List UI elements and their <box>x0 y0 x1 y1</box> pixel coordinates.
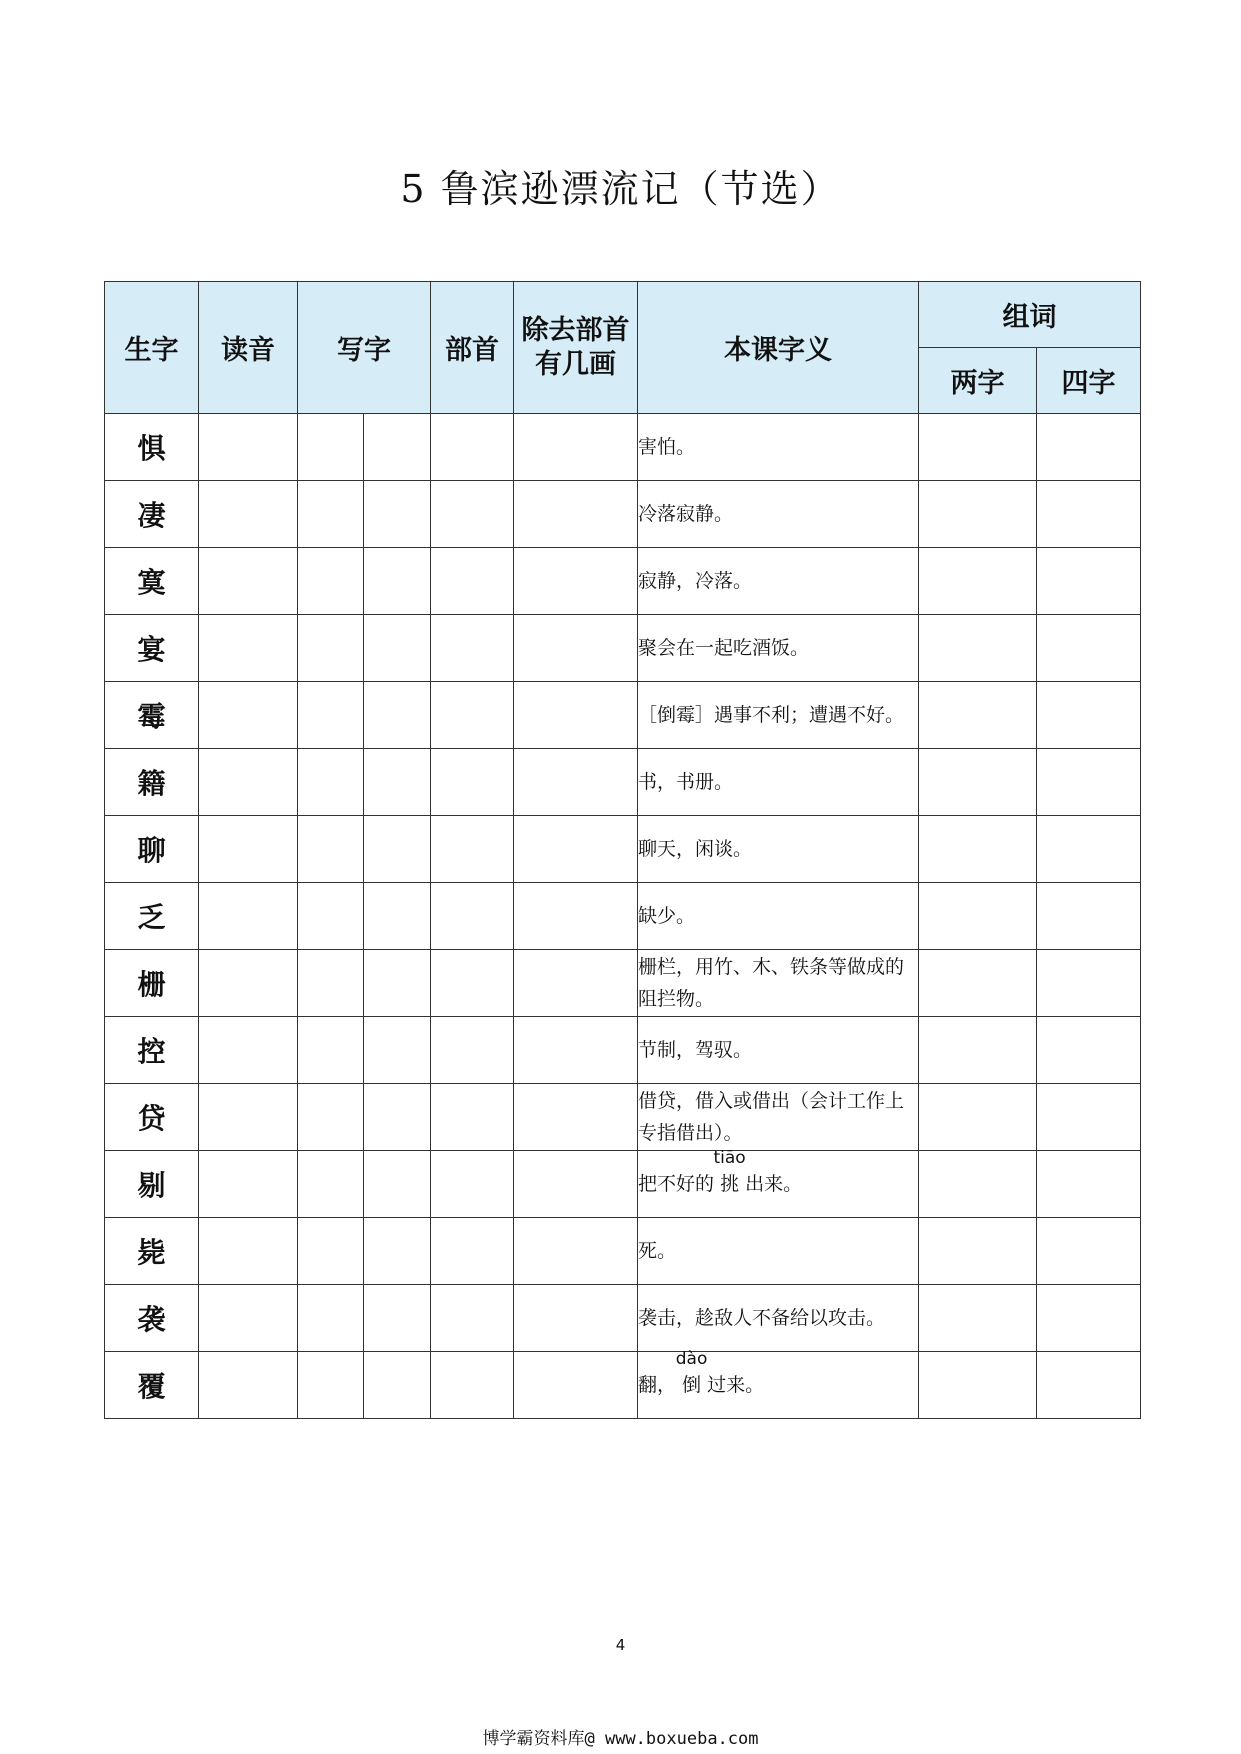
page-title: 5 鲁滨逊漂流记（节选） <box>400 167 841 211</box>
two-char-word-cell[interactable] <box>919 1151 1037 1218</box>
table-row <box>105 1352 1141 1419</box>
four-char-word-cell[interactable] <box>1037 548 1141 615</box>
writing-cell[interactable] <box>364 682 431 749</box>
strokes-cell[interactable] <box>514 1218 638 1285</box>
four-char-word-cell[interactable] <box>1037 1218 1141 1285</box>
char-cell: 霉 <box>105 682 199 749</box>
radical-cell[interactable] <box>431 414 514 481</box>
writing-cell[interactable] <box>298 1084 364 1151</box>
radical-cell[interactable] <box>431 1017 514 1084</box>
reading-cell[interactable] <box>199 1218 298 1285</box>
two-char-word-cell[interactable] <box>919 1218 1037 1285</box>
meaning-cell: 冷落寂静。 <box>638 481 919 548</box>
table-row <box>105 816 1141 883</box>
strokes-cell[interactable] <box>514 816 638 883</box>
four-char-word-cell[interactable] <box>1037 883 1141 950</box>
table-row <box>105 1218 1141 1285</box>
strokes-cell[interactable] <box>514 1084 638 1151</box>
strokes-cell[interactable] <box>514 682 638 749</box>
four-char-word-cell[interactable] <box>1037 1352 1141 1419</box>
header-four-char: 四字 <box>1037 348 1141 414</box>
four-char-word-cell[interactable] <box>1037 414 1141 481</box>
header-strokes <box>514 282 638 414</box>
strokes-cell[interactable] <box>514 615 638 682</box>
meaning-cell <box>638 1349 919 1419</box>
radical-cell[interactable] <box>431 682 514 749</box>
meaning-cell: 寂静，冷落。 <box>638 548 919 615</box>
radical-cell[interactable] <box>431 481 514 548</box>
table-row <box>105 1285 1141 1352</box>
reading-cell[interactable] <box>199 816 298 883</box>
four-char-word-cell[interactable] <box>1037 615 1141 682</box>
two-char-word-cell[interactable] <box>919 682 1037 749</box>
meaning-cell: 聊天，闲谈。 <box>638 816 919 883</box>
meaning-cell: 害怕。 <box>638 414 919 481</box>
radical-cell[interactable] <box>431 1285 514 1352</box>
two-char-word-cell[interactable] <box>919 1017 1037 1084</box>
header-reading: 读音 <box>199 282 298 414</box>
vocabulary-table <box>104 281 1141 1419</box>
header-two-char: 两字 <box>919 348 1037 414</box>
pinyin-annotation: dào <box>675 1349 708 1369</box>
header-char: 生字 <box>105 282 199 414</box>
writing-cell[interactable] <box>298 1017 364 1084</box>
char-cell: 贷 <box>105 1084 199 1151</box>
annotated-char-text: 倒 <box>682 1374 702 1396</box>
reading-cell[interactable] <box>199 749 298 816</box>
writing-cell[interactable] <box>364 481 431 548</box>
writing-cell[interactable] <box>364 883 431 950</box>
four-char-word-cell[interactable] <box>1037 816 1141 883</box>
writing-cell[interactable] <box>364 749 431 816</box>
four-char-word-cell[interactable] <box>1037 481 1141 548</box>
char-cell: 乏 <box>105 883 199 950</box>
writing-cell[interactable] <box>364 1218 431 1285</box>
char-cell: 惧 <box>105 414 199 481</box>
two-char-word-cell[interactable] <box>919 1084 1037 1151</box>
annotated-char-text: 挑 <box>720 1173 740 1195</box>
page-number: 4 <box>615 1636 626 1654</box>
writing-cell[interactable] <box>298 1218 364 1285</box>
meaning-cell: 书，书册。 <box>638 749 919 816</box>
meaning-cell: 袭击，趁敌人不备给以攻击。 <box>638 1285 919 1352</box>
reading-cell[interactable] <box>199 1151 298 1218</box>
table-row <box>105 1084 1141 1151</box>
four-char-word-cell[interactable] <box>1037 950 1141 1017</box>
writing-cell[interactable] <box>364 1352 431 1419</box>
table-row <box>105 682 1141 749</box>
pinyin-annotation: tiāo <box>713 1148 746 1168</box>
meaning-text: 出来。 <box>745 1173 803 1195</box>
four-char-word-cell[interactable] <box>1037 1017 1141 1084</box>
strokes-cell[interactable] <box>514 414 638 481</box>
two-char-word-cell[interactable] <box>919 816 1037 883</box>
writing-cell[interactable] <box>298 1352 364 1419</box>
strokes-cell[interactable] <box>514 1017 638 1084</box>
radical-cell[interactable] <box>431 1218 514 1285</box>
two-char-word-cell[interactable] <box>919 414 1037 481</box>
char-cell: 覆 <box>105 1352 199 1419</box>
table-row <box>105 414 1141 481</box>
writing-cell[interactable] <box>298 883 364 950</box>
char-cell: 聊 <box>105 816 199 883</box>
strokes-cell[interactable] <box>514 749 638 816</box>
meaning-cell: 栅栏，用竹、木、铁条等做成的阻拦物。 <box>638 950 919 1017</box>
four-char-word-cell[interactable] <box>1037 1151 1141 1218</box>
table-row <box>105 481 1141 548</box>
strokes-cell[interactable] <box>514 950 638 1017</box>
radical-cell[interactable] <box>431 615 514 682</box>
reading-cell[interactable] <box>199 615 298 682</box>
char-cell: 控 <box>105 1017 199 1084</box>
two-char-word-cell[interactable] <box>919 481 1037 548</box>
reading-cell[interactable] <box>199 883 298 950</box>
radical-cell[interactable] <box>431 816 514 883</box>
writing-cell[interactable] <box>298 481 364 548</box>
table-row <box>105 883 1141 950</box>
meaning-cell <box>638 1148 919 1218</box>
meaning-cell: 死。 <box>638 1218 919 1285</box>
footer-watermark: 博学霸资料库@ www.boxueba.com <box>482 1729 759 1749</box>
strokes-cell[interactable] <box>514 1352 638 1419</box>
strokes-cell[interactable] <box>514 1285 638 1352</box>
writing-cell[interactable] <box>364 1084 431 1151</box>
reading-cell[interactable] <box>199 1352 298 1419</box>
char-cell: 凄 <box>105 481 199 548</box>
reading-cell[interactable] <box>199 548 298 615</box>
meaning-cell: 聚会在一起吃酒饭。 <box>638 615 919 682</box>
header-words: 组词 <box>919 282 1141 348</box>
writing-cell[interactable] <box>364 950 431 1017</box>
char-cell: 毙 <box>105 1218 199 1285</box>
two-char-word-cell[interactable] <box>919 615 1037 682</box>
writing-cell[interactable] <box>364 1017 431 1084</box>
radical-cell[interactable] <box>431 1352 514 1419</box>
two-char-word-cell[interactable] <box>919 749 1037 816</box>
writing-cell[interactable] <box>364 1151 431 1218</box>
two-char-word-cell[interactable] <box>919 883 1037 950</box>
writing-cell[interactable] <box>364 548 431 615</box>
table-row <box>105 548 1141 615</box>
writing-cell[interactable] <box>298 749 364 816</box>
writing-cell[interactable] <box>298 414 364 481</box>
four-char-word-cell[interactable] <box>1037 682 1141 749</box>
reading-cell[interactable] <box>199 1084 298 1151</box>
radical-cell[interactable] <box>431 548 514 615</box>
writing-cell[interactable] <box>364 1285 431 1352</box>
header-meaning: 本课字义 <box>638 282 919 414</box>
strokes-cell[interactable] <box>514 548 638 615</box>
meaning-cell: ［倒霉］遇事不利；遭遇不好。 <box>638 682 919 749</box>
annotated-char <box>675 1349 708 1401</box>
reading-cell[interactable] <box>199 950 298 1017</box>
radical-cell[interactable] <box>431 950 514 1017</box>
char-cell: 剔 <box>105 1151 199 1218</box>
radical-cell[interactable] <box>431 883 514 950</box>
writing-cell[interactable] <box>364 615 431 682</box>
radical-cell[interactable] <box>431 1084 514 1151</box>
table-row <box>105 615 1141 682</box>
four-char-word-cell[interactable] <box>1037 1084 1141 1151</box>
writing-cell[interactable] <box>298 950 364 1017</box>
meaning-text: 过来。 <box>707 1374 765 1396</box>
header-strokes-line2: 有几画 <box>535 348 616 380</box>
char-cell: 宴 <box>105 615 199 682</box>
reading-cell[interactable] <box>199 481 298 548</box>
writing-cell[interactable] <box>298 816 364 883</box>
reading-cell[interactable] <box>199 682 298 749</box>
strokes-cell[interactable] <box>514 481 638 548</box>
four-char-word-cell[interactable] <box>1037 1285 1141 1352</box>
meaning-cell: 缺少。 <box>638 883 919 950</box>
radical-cell[interactable] <box>431 749 514 816</box>
meaning-text: 把不好的 <box>638 1173 715 1195</box>
reading-cell[interactable] <box>199 414 298 481</box>
writing-cell[interactable] <box>298 548 364 615</box>
writing-cell[interactable] <box>298 682 364 749</box>
char-cell: 栅 <box>105 950 199 1017</box>
four-char-word-cell[interactable] <box>1037 749 1141 816</box>
reading-cell[interactable] <box>199 1017 298 1084</box>
writing-cell[interactable] <box>364 414 431 481</box>
two-char-word-cell[interactable] <box>919 1285 1037 1352</box>
table-row <box>105 749 1141 816</box>
strokes-cell[interactable] <box>514 1151 638 1218</box>
writing-cell[interactable] <box>298 615 364 682</box>
two-char-word-cell[interactable] <box>919 1352 1037 1419</box>
radical-cell[interactable] <box>431 1151 514 1218</box>
table-row <box>105 1017 1141 1084</box>
meaning-cell: 节制，驾驭。 <box>638 1017 919 1084</box>
char-cell: 袭 <box>105 1285 199 1352</box>
header-radical: 部首 <box>431 282 514 414</box>
table-row <box>105 950 1141 1017</box>
annotated-char <box>713 1148 746 1200</box>
meaning-text: 翻， <box>638 1374 677 1396</box>
two-char-word-cell[interactable] <box>919 950 1037 1017</box>
writing-cell[interactable] <box>298 1285 364 1352</box>
strokes-cell[interactable] <box>514 883 638 950</box>
meaning-cell: 借贷，借入或借出（会计工作上专指借出）。 <box>638 1084 919 1151</box>
writing-cell[interactable] <box>298 1151 364 1218</box>
header-strokes-line1: 除去部首 <box>521 314 630 346</box>
header-writing: 写字 <box>298 282 431 414</box>
two-char-word-cell[interactable] <box>919 548 1037 615</box>
writing-cell[interactable] <box>364 816 431 883</box>
char-cell: 籍 <box>105 749 199 816</box>
table-row <box>105 1151 1141 1218</box>
char-cell: 寞 <box>105 548 199 615</box>
reading-cell[interactable] <box>199 1285 298 1352</box>
